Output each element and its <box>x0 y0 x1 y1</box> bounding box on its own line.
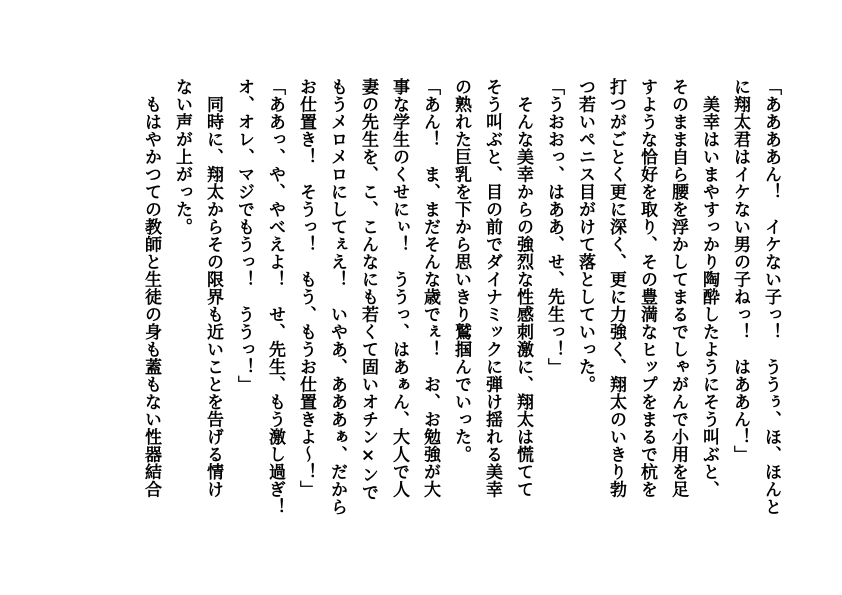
vertical-text-body <box>135 78 786 548</box>
text-line: もうメロメロにしてぇえ！ いやあ、あああぁ、だから <box>327 78 347 516</box>
text-line: 「ああっ、や、やべえよ！ せ、先生、もう激し過ぎ！ <box>265 78 285 516</box>
text-line: そう叫ぶと、目の前でダイナミックに弾け揺れる美幸 <box>482 78 502 498</box>
text-line: つ若いペニス目がけて落としていった。 <box>575 78 595 393</box>
text-line: そのまま自ら腰を浮かしてまるでしゃがんで小用を足 <box>668 78 688 498</box>
text-line: 打つがごとく更に深く、更に力強く、翔太のいきり勃 <box>606 78 626 498</box>
text-line: オ、オレ、マジでもうっ！ ううっ！」 <box>234 78 254 393</box>
text-line: 妻の先生を、こ、こんなにも若くて固いオチン×ンで <box>358 78 378 501</box>
text-line: すような恰好を取り、その豊満なヒップをまるで杭を <box>637 78 657 498</box>
text-line: に翔太君はイケない男の子ねっ！ はああん！」 <box>730 78 750 463</box>
text-line: 同時に、翔太からその限界も近いことを告げる情け <box>203 78 223 498</box>
text-line: もはやかつての教師と生徒の身も蓋もない性器結合 <box>141 78 161 498</box>
text-line: そんな美幸からの強烈な性感刺激に、翔太は慌てて <box>513 78 533 498</box>
text-line: 「あん！ ま、まだそんな歳でぇ！ お、お勉強が大 <box>420 78 440 498</box>
text-line: 美幸はいまやすっかり陶酔したようにそう叫ぶと、 <box>699 78 719 498</box>
text-line: の熟れた巨乳を下から思いきり鷲掴んでいった。 <box>451 78 471 463</box>
text-line: ない声が上がった。 <box>172 78 192 236</box>
text-line: 「ああああん！ イケない子っ！ ううぅ、ほ、ほんと <box>761 78 781 516</box>
text-line: 「うおおっ、はああ、せ、先生っ！」 <box>544 78 564 376</box>
text-line: お仕置き！ そうっ！ もう、もうお仕置きよ～！」 <box>296 78 316 498</box>
text-line: 事な学生のくせにぃ！ ううっ、はあぁん、大人で人 <box>389 78 409 498</box>
